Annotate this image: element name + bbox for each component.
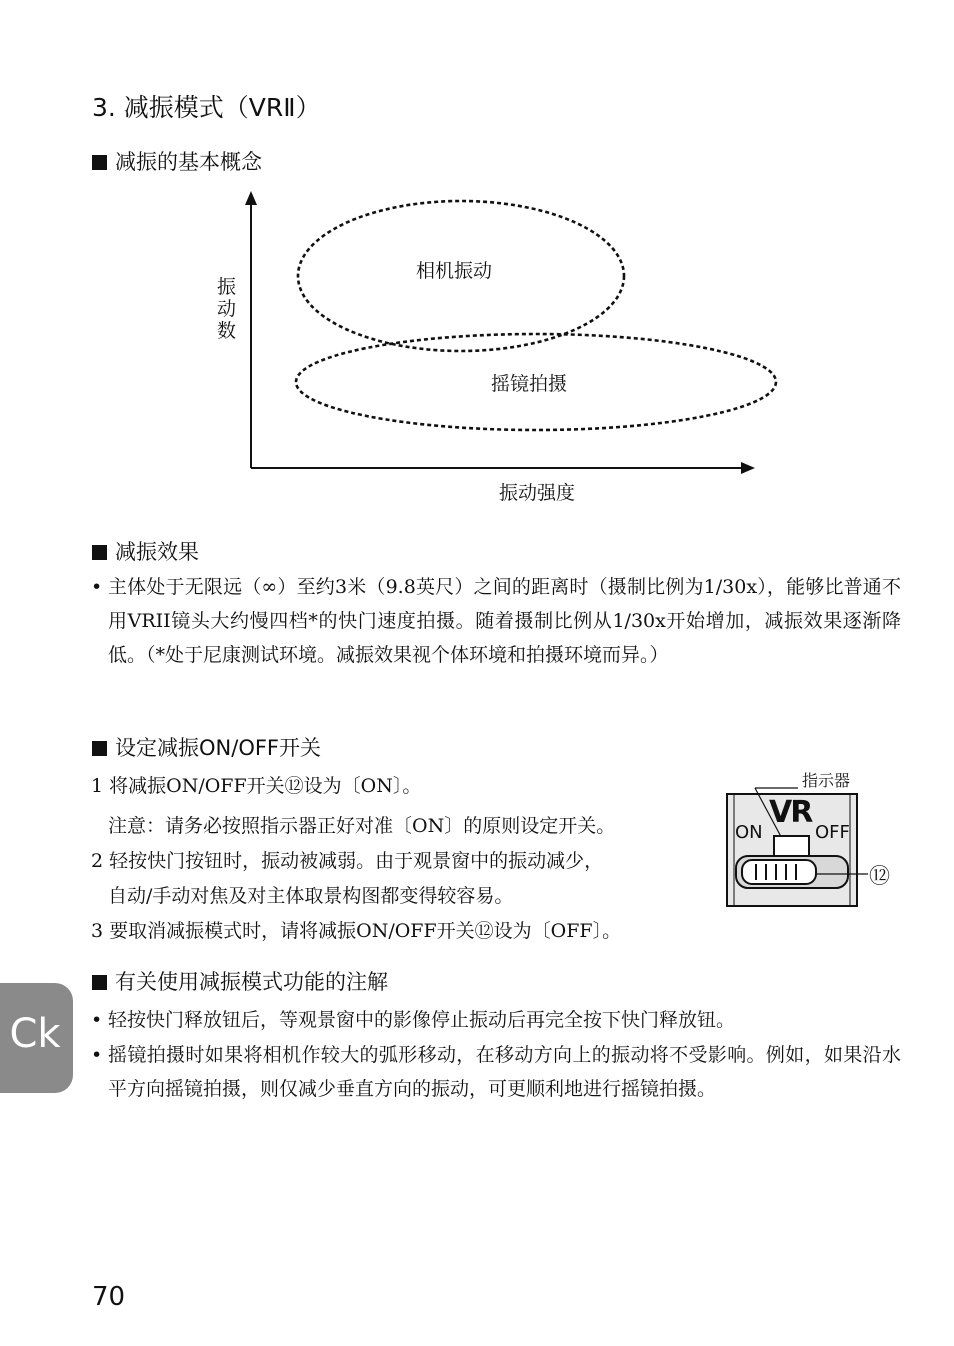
indicator-mark bbox=[774, 836, 809, 856]
section-effect-title-text: 减振效果 bbox=[115, 540, 199, 564]
switch-step-1: 1 将减振ON/OFF开关⑫设为〔ON〕。 bbox=[91, 775, 422, 797]
notes-bullet-2 bbox=[91, 1038, 901, 1106]
effect-bullet-text: 主体处于无限远（∞）至约3米（9.8英尺）之间的距离时（摄制比例为1/30x），能够比普通不用VRII镜头大约慢四档*的快门速度拍摄。随着摄制比例从1/30x开始增加，减振效果逐渐降低。（*处于尼康测试环境。减振效果视个体环境和拍摄环境而异。） bbox=[108, 576, 901, 666]
x-axis-label: 振动强度 bbox=[499, 482, 576, 504]
callout-number: ⑫ bbox=[869, 864, 890, 888]
bullet-dot-icon: • bbox=[91, 1009, 103, 1031]
section-notes-title bbox=[92, 966, 388, 996]
notes-bullet-2-text: 摇镜拍摄时如果将相机作较大的弧形移动，在移动方向上的振动将不受影响。例如，如果沿水平方向摇镜拍摄，则仅减少垂直方向的振动，可更顺利地进行摇镜拍摄。 bbox=[108, 1044, 901, 1100]
page-heading: 3. 减振模式（VRⅡ） bbox=[92, 93, 321, 122]
switch-step-2-cont: 自动/手动对焦及对主体取景构图都变得较容易。 bbox=[108, 885, 514, 907]
switch-step-3: 3 要取消减振模式时，请将减振ON/OFF开关⑫设为〔OFF〕。 bbox=[91, 920, 622, 942]
section-effect-title bbox=[92, 536, 199, 566]
ellipse-bottom-label: 摇镜拍摄 bbox=[491, 373, 568, 395]
bullet-dot-icon: • bbox=[91, 576, 103, 598]
vibration-concept-diagram bbox=[200, 185, 780, 515]
effect-bullet bbox=[91, 570, 901, 672]
y-axis-label: 振 动 数 bbox=[217, 276, 237, 342]
section-notes-title-text: 有关使用减振模式功能的注解 bbox=[115, 970, 388, 994]
x-axis-arrow-icon bbox=[741, 462, 755, 474]
section-concept-title-text: 减振的基本概念 bbox=[115, 150, 262, 174]
on-label: ON bbox=[735, 822, 763, 843]
square-bullet-icon bbox=[92, 545, 107, 560]
bullet-dot-icon: • bbox=[91, 1044, 103, 1066]
notes-bullet-1-text: 轻按快门释放钮后，等观景窗中的影像停止振动后再完全按下快门释放钮。 bbox=[108, 1009, 736, 1031]
ellipse-top-label: 相机振动 bbox=[416, 260, 493, 282]
off-label: OFF bbox=[815, 822, 850, 843]
vr-label: VR bbox=[769, 795, 812, 830]
language-tab-label: Ck bbox=[9, 1011, 61, 1057]
square-bullet-icon bbox=[92, 975, 107, 990]
section-switch-title-text: 设定减振ON/OFF开关 bbox=[115, 736, 322, 760]
square-bullet-icon bbox=[92, 741, 107, 756]
square-bullet-icon bbox=[92, 155, 107, 170]
language-tab bbox=[0, 983, 73, 1093]
switch-step-2: 2 轻按快门按钮时，振动被减弱。由于观景窗中的振动减少， bbox=[91, 850, 604, 872]
switch-note: 注意：请务必按照指示器正好对准〔ON〕的原则设定开关。 bbox=[108, 815, 616, 837]
section-concept-title bbox=[92, 146, 262, 176]
notes-bullet-1 bbox=[91, 1003, 901, 1037]
switch-knob bbox=[742, 860, 816, 884]
indicator-label: 指示器 bbox=[802, 771, 851, 790]
section-switch-title bbox=[92, 732, 321, 762]
page-number: 70 bbox=[92, 1282, 126, 1312]
y-axis-arrow-icon bbox=[245, 191, 257, 205]
